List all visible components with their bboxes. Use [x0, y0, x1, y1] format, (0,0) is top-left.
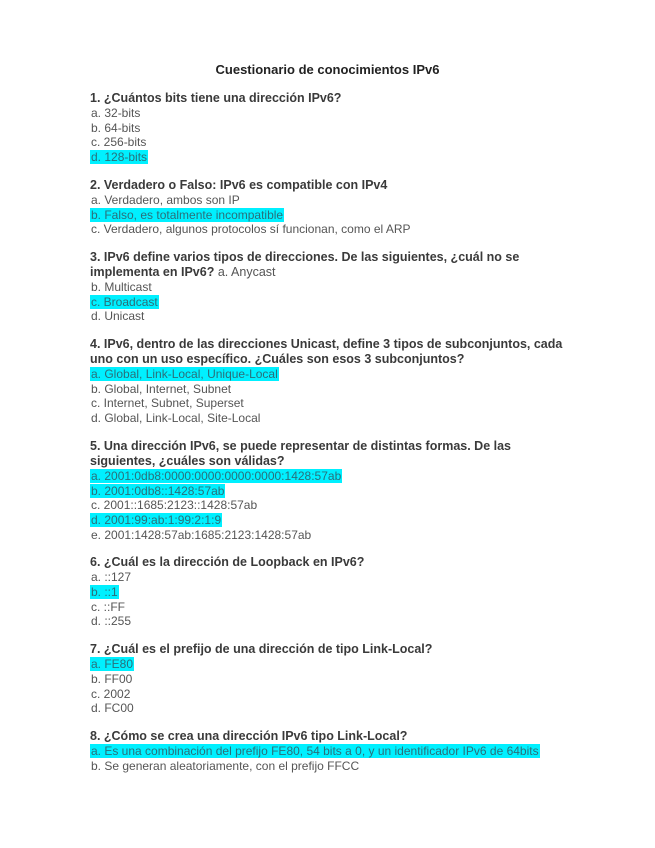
option-text: a. 2001:0db8:0000:0000:0000:0000:1428:57ab: [91, 468, 342, 483]
answer-option: [90, 411, 570, 426]
option-text: d. 128-bits: [91, 150, 148, 165]
question-label: 1. ¿Cuántos bits tiene una dirección IPv6?: [90, 91, 342, 105]
question-label: 3. IPv6 define varios tipos de direcciones. De las siguientes, ¿cuál no se implementa en IPv6?: [90, 249, 520, 279]
answer-option: [90, 687, 570, 702]
answer-option-highlighted: [90, 367, 570, 382]
question-text: [90, 178, 570, 193]
question-text: [90, 642, 570, 657]
answer-option: [90, 701, 570, 716]
question-label: 5. Una dirección IPv6, se puede representar de distintas formas. De las siguientes, ¿cuáles son válidas?: [90, 438, 511, 468]
question-label: 2. Verdadero o Falso: IPv6 es compatible con IPv4: [90, 177, 388, 192]
option-text: c. 256-bits: [91, 135, 147, 150]
option-text: d. 2001:99:ab:1:99:2:1:9: [91, 512, 222, 527]
answer-option: [90, 498, 570, 513]
answer-option: [90, 222, 570, 237]
question-2: [90, 178, 570, 237]
answer-option: [90, 280, 570, 295]
question-6: [90, 555, 570, 629]
answer-option: [90, 759, 570, 774]
option-text: b. 64-bits: [91, 120, 141, 135]
question-7: [90, 642, 570, 716]
option-text: a. Es una combinación del prefijo FE80, 54 bits a 0, y un identificador IPv6 de 64bits: [91, 743, 539, 758]
answer-option: [90, 672, 570, 687]
question-8: [90, 729, 570, 773]
question-5: [90, 439, 570, 543]
document-title: Cuestionario de conocimientos IPv6: [215, 62, 440, 77]
answer-option: [90, 193, 570, 208]
answer-option: [90, 614, 570, 629]
question-text: [90, 337, 570, 367]
question-3: [90, 250, 570, 324]
option-text: b. Falso, es totalmente incompatible: [91, 207, 284, 222]
question-text: [90, 250, 570, 280]
option-text: c. 2002: [91, 686, 131, 701]
answer-option: [90, 396, 570, 411]
option-text: e. 2001:1428:57ab:1685:2123:1428:57ab: [91, 527, 312, 542]
option-text: a. FE80: [91, 657, 134, 672]
option-text: b. Se generan aleatoriamente, con el prefijo FFCC: [91, 758, 360, 773]
question-text: [90, 555, 570, 570]
option-text: c. Broadcast: [91, 294, 158, 309]
question-text: [90, 439, 570, 469]
question-label: 8. ¿Cómo se crea una dirección IPv6 tipo Link-Local?: [90, 728, 408, 743]
option-text: c. Internet, Subnet, Superset: [91, 396, 244, 411]
option-text: b. 2001:0db8::1428:57ab: [91, 483, 225, 498]
answer-option-highlighted: [90, 657, 570, 672]
answer-option: [90, 309, 570, 324]
answer-option-highlighted: [90, 295, 570, 310]
answer-option: [90, 106, 570, 121]
option-text: a. Global, Link-Local, Unique-Local: [91, 367, 278, 382]
answer-option-highlighted: [90, 484, 570, 499]
option-text: c. ::FF: [91, 599, 125, 614]
option-text: a. Verdadero, ambos son IP: [91, 192, 240, 207]
answer-option-highlighted: [90, 150, 570, 165]
option-text: b. FF00: [91, 671, 133, 686]
answer-option: [90, 135, 570, 150]
question-text: [90, 91, 570, 106]
option-text: b. Global, Internet, Subnet: [91, 381, 232, 396]
question-label: 7. ¿Cuál es el prefijo de una dirección de tipo Link-Local?: [90, 642, 433, 657]
option-text: a. 32-bits: [91, 106, 141, 120]
answer-option: [90, 121, 570, 136]
question-1: [90, 91, 570, 165]
option-text: c. 2001::1685:2123::1428:57ab: [91, 498, 258, 513]
answer-option: [90, 600, 570, 615]
question-label: 6. ¿Cuál es la dirección de Loopback en IPv6?: [90, 555, 365, 570]
option-text: d. Unicast: [91, 309, 145, 324]
answer-option-highlighted: [90, 585, 570, 600]
questions-list: [90, 91, 570, 786]
question-label: 4. IPv6, dentro de las direcciones Unicast, define 3 tipos de subconjuntos, cada uno con un uso específico. ¿Cuáles son esos 3 subconjuntos?: [90, 337, 563, 367]
option-text: b. Multicast: [91, 279, 152, 294]
option-text: d. Global, Link-Local, Site-Local: [91, 411, 261, 426]
answer-option: [90, 382, 570, 397]
option-text: d. ::255: [91, 614, 132, 629]
option-text: b. ::1: [91, 585, 118, 600]
answer-option-highlighted: [90, 744, 570, 759]
answer-option: [90, 528, 570, 543]
inline-option: a. Anycast: [214, 264, 276, 279]
option-text: c. Verdadero, algunos protocolos sí funcionan, como el ARP: [91, 222, 411, 237]
question-text: [90, 729, 570, 744]
answer-option-highlighted: [90, 469, 570, 484]
answer-option: [90, 570, 570, 585]
option-text: a. ::127: [91, 570, 132, 585]
answer-option-highlighted: [90, 208, 570, 223]
option-text: d. FC00: [91, 701, 134, 716]
answer-option-highlighted: [90, 513, 570, 528]
question-4: [90, 337, 570, 426]
